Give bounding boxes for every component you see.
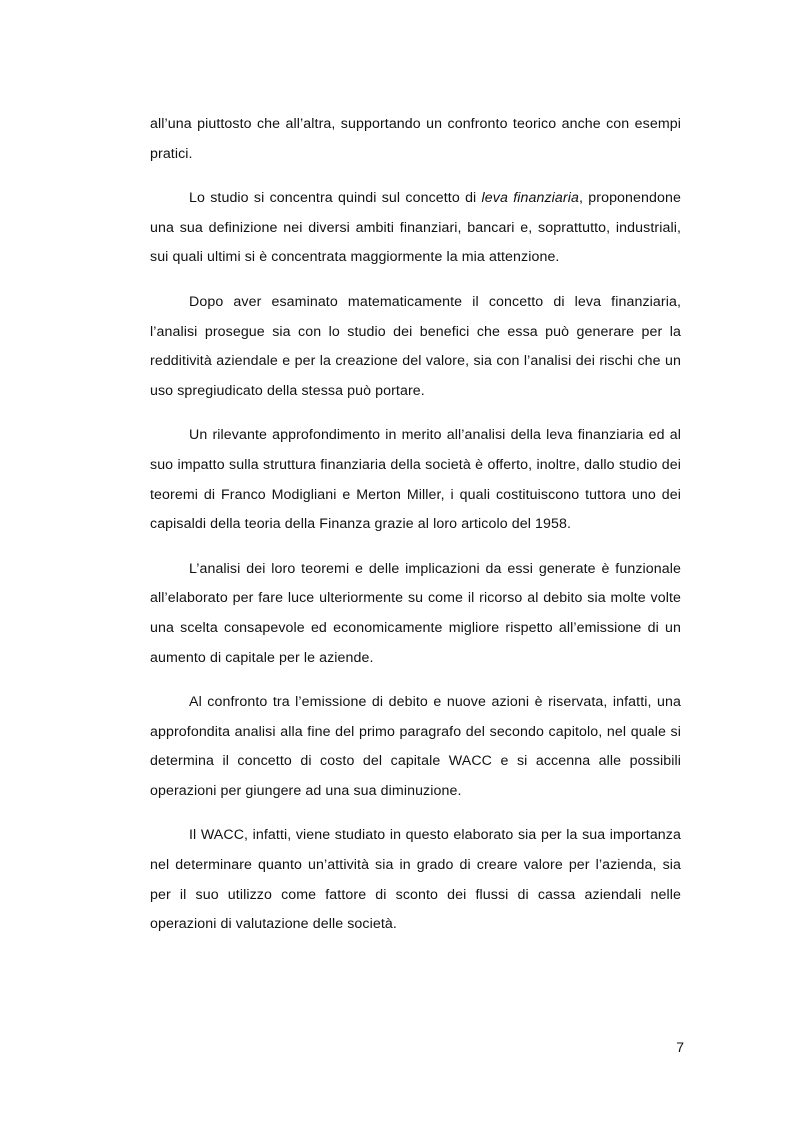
- paragraph-2-text-before: Lo studio si concentra quindi sul concetto di: [189, 190, 482, 207]
- body-text: [150, 110, 681, 955]
- paragraph-7: Il WACC, infatti, viene studiato in questo elaborato sia per la sua importanza nel determinare quanto un’attività sia in grado di creare valore per l’azienda, sia per il suo utilizzo come fattore di sconto dei flussi di cassa aziendali nelle operazioni di valutazione delle società.: [150, 827, 681, 933]
- paragraph-4: Un rilevante approfondimento in merito all’analisi della leva finanziaria ed al suo impatto sulla struttura finanziaria della società è offerto, inoltre, dallo studio dei teoremi di Franco Modigliani e Merton Miller, i quali costituiscono tuttora uno dei capisaldi della teoria della Finanza grazie al loro articolo del 1958.: [150, 427, 681, 533]
- paragraph-1: all’una piuttosto che all’altra, supportando un confronto teorico anche con esempi pratici.: [150, 116, 681, 162]
- page-number: 7: [676, 1039, 684, 1055]
- emphasis-leva-finanziaria: leva finanziaria: [481, 190, 579, 207]
- paragraph-2: [150, 184, 681, 273]
- paragraph-2-text-after: , proponendone una sua definizione nei diversi ambiti finanziari, bancari e, soprattutto, industriali, sui quali ultimi si è concentrata maggiormente la mia attenzione.: [150, 190, 681, 266]
- paragraph-5: L’analisi dei loro teoremi e delle implicazioni da essi generate è funzionale all’elaborato per fare luce ulteriormente su come il ricorso al debito sia molte volte una scelta consapevole ed economicamente migliore rispetto all’emissione di un aumento di capitale per le aziende.: [150, 560, 681, 666]
- paragraph-6: Al confronto tra l’emissione di debito e nuove azioni è riservata, infatti, una approfondita analisi alla fine del primo paragrafo del secondo capitolo, nel quale si determina il concetto di costo del capitale WACC e si accenna alle possibili operazioni per giungere ad una sua diminuzione.: [150, 694, 681, 799]
- paragraph-3: Dopo aver esaminato matematicamente il concetto di leva finanziaria, l’analisi prosegue sia con lo studio dei benefici che essa può generare per la redditività aziendale e per la creazione del valore, sia con l’analisi dei rischi che un uso spregiudicato della stessa può portare.: [150, 293, 681, 399]
